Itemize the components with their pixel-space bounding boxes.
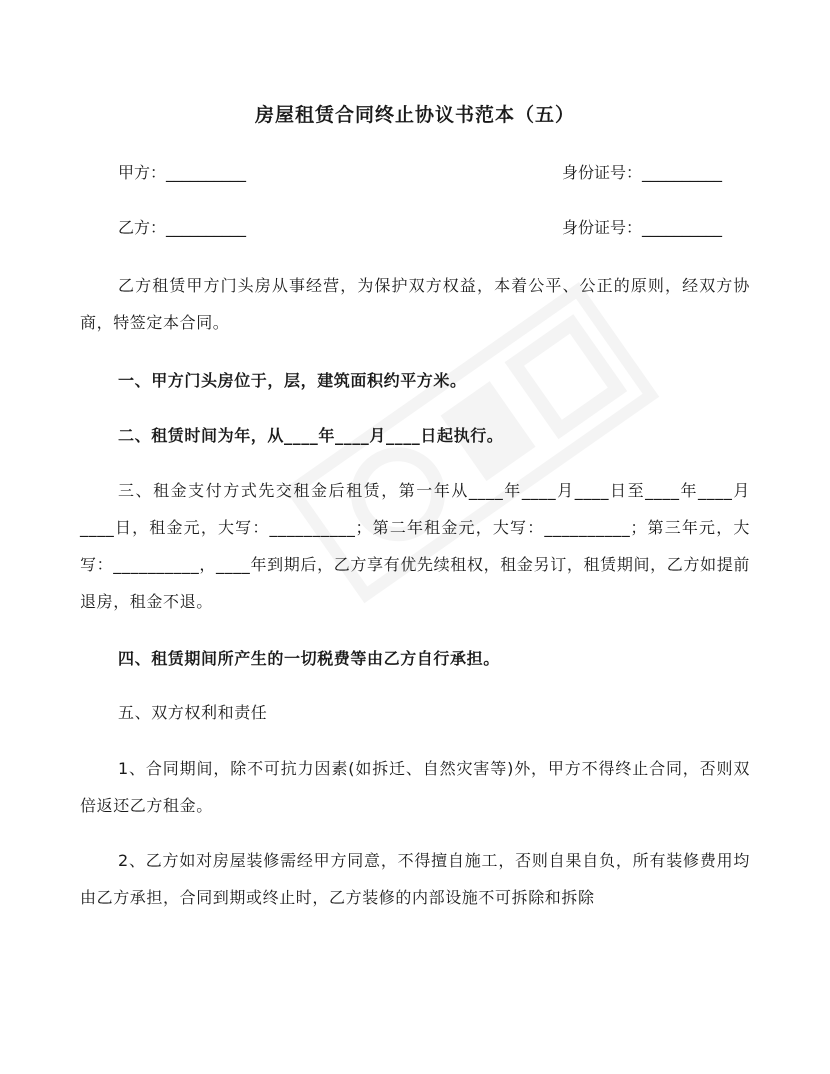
- party-b-id-blank: __________: [642, 218, 723, 237]
- clause-5-heading: 五、双方权利和责任: [118, 703, 268, 722]
- party-a-row: [118, 163, 246, 183]
- clause-4: 四、租赁期间所产生的一切税费等由乙方自行承担。: [118, 649, 500, 668]
- intro-paragraph: 乙方租赁甲方门头房从事经营，为保护双方权益，本着公平、公正的原则，经双方协商，特签定本合同。: [80, 276, 750, 332]
- document-title: 房屋租赁合同终止协议书范本（五）: [254, 104, 575, 126]
- party-a-blank: __________: [166, 163, 247, 182]
- party-b-blank: __________: [166, 218, 247, 237]
- clause-2: 二、租赁时间为年，从____年____月____日起执行。: [118, 426, 504, 445]
- clause-5-item-2: 2、乙方如对房屋装修需经甲方同意，不得擅自施工，否则自果自负，所有装修费用均由乙方承担，合同到期或终止时，乙方装修的内部设施不可拆除和拆除: [80, 851, 750, 907]
- clause-1: 一、甲方门头房位于，层，建筑面积约平方米。: [118, 371, 467, 390]
- party-a-id-blank: __________: [642, 163, 723, 182]
- clause-5-item-1: 1、合同期间，除不可抗力因素(如拆迁、自然灾害等)外，甲方不得终止合同，否则双倍返还乙方租金。: [80, 759, 750, 815]
- party-b-row: [118, 218, 246, 238]
- party-a-id-row: [562, 163, 722, 183]
- party-b-id-row: [562, 218, 722, 238]
- party-a-id-label: 身份证号：: [562, 163, 643, 182]
- party-a-label: 甲方：: [118, 163, 167, 182]
- clause-3: 三、租金支付方式先交租金后租赁，第一年从____年____月____日至____年____月____日，租金元，大写：__________；第二年租金元，大写：__________；第三年元，大写：__________，____年到期后，乙方享有优先续租权，租金另订，租赁期间，乙方如提前退房，租金不退。: [80, 481, 750, 611]
- party-b-label: 乙方：: [118, 218, 167, 237]
- party-b-id-label: 身份证号：: [562, 218, 643, 237]
